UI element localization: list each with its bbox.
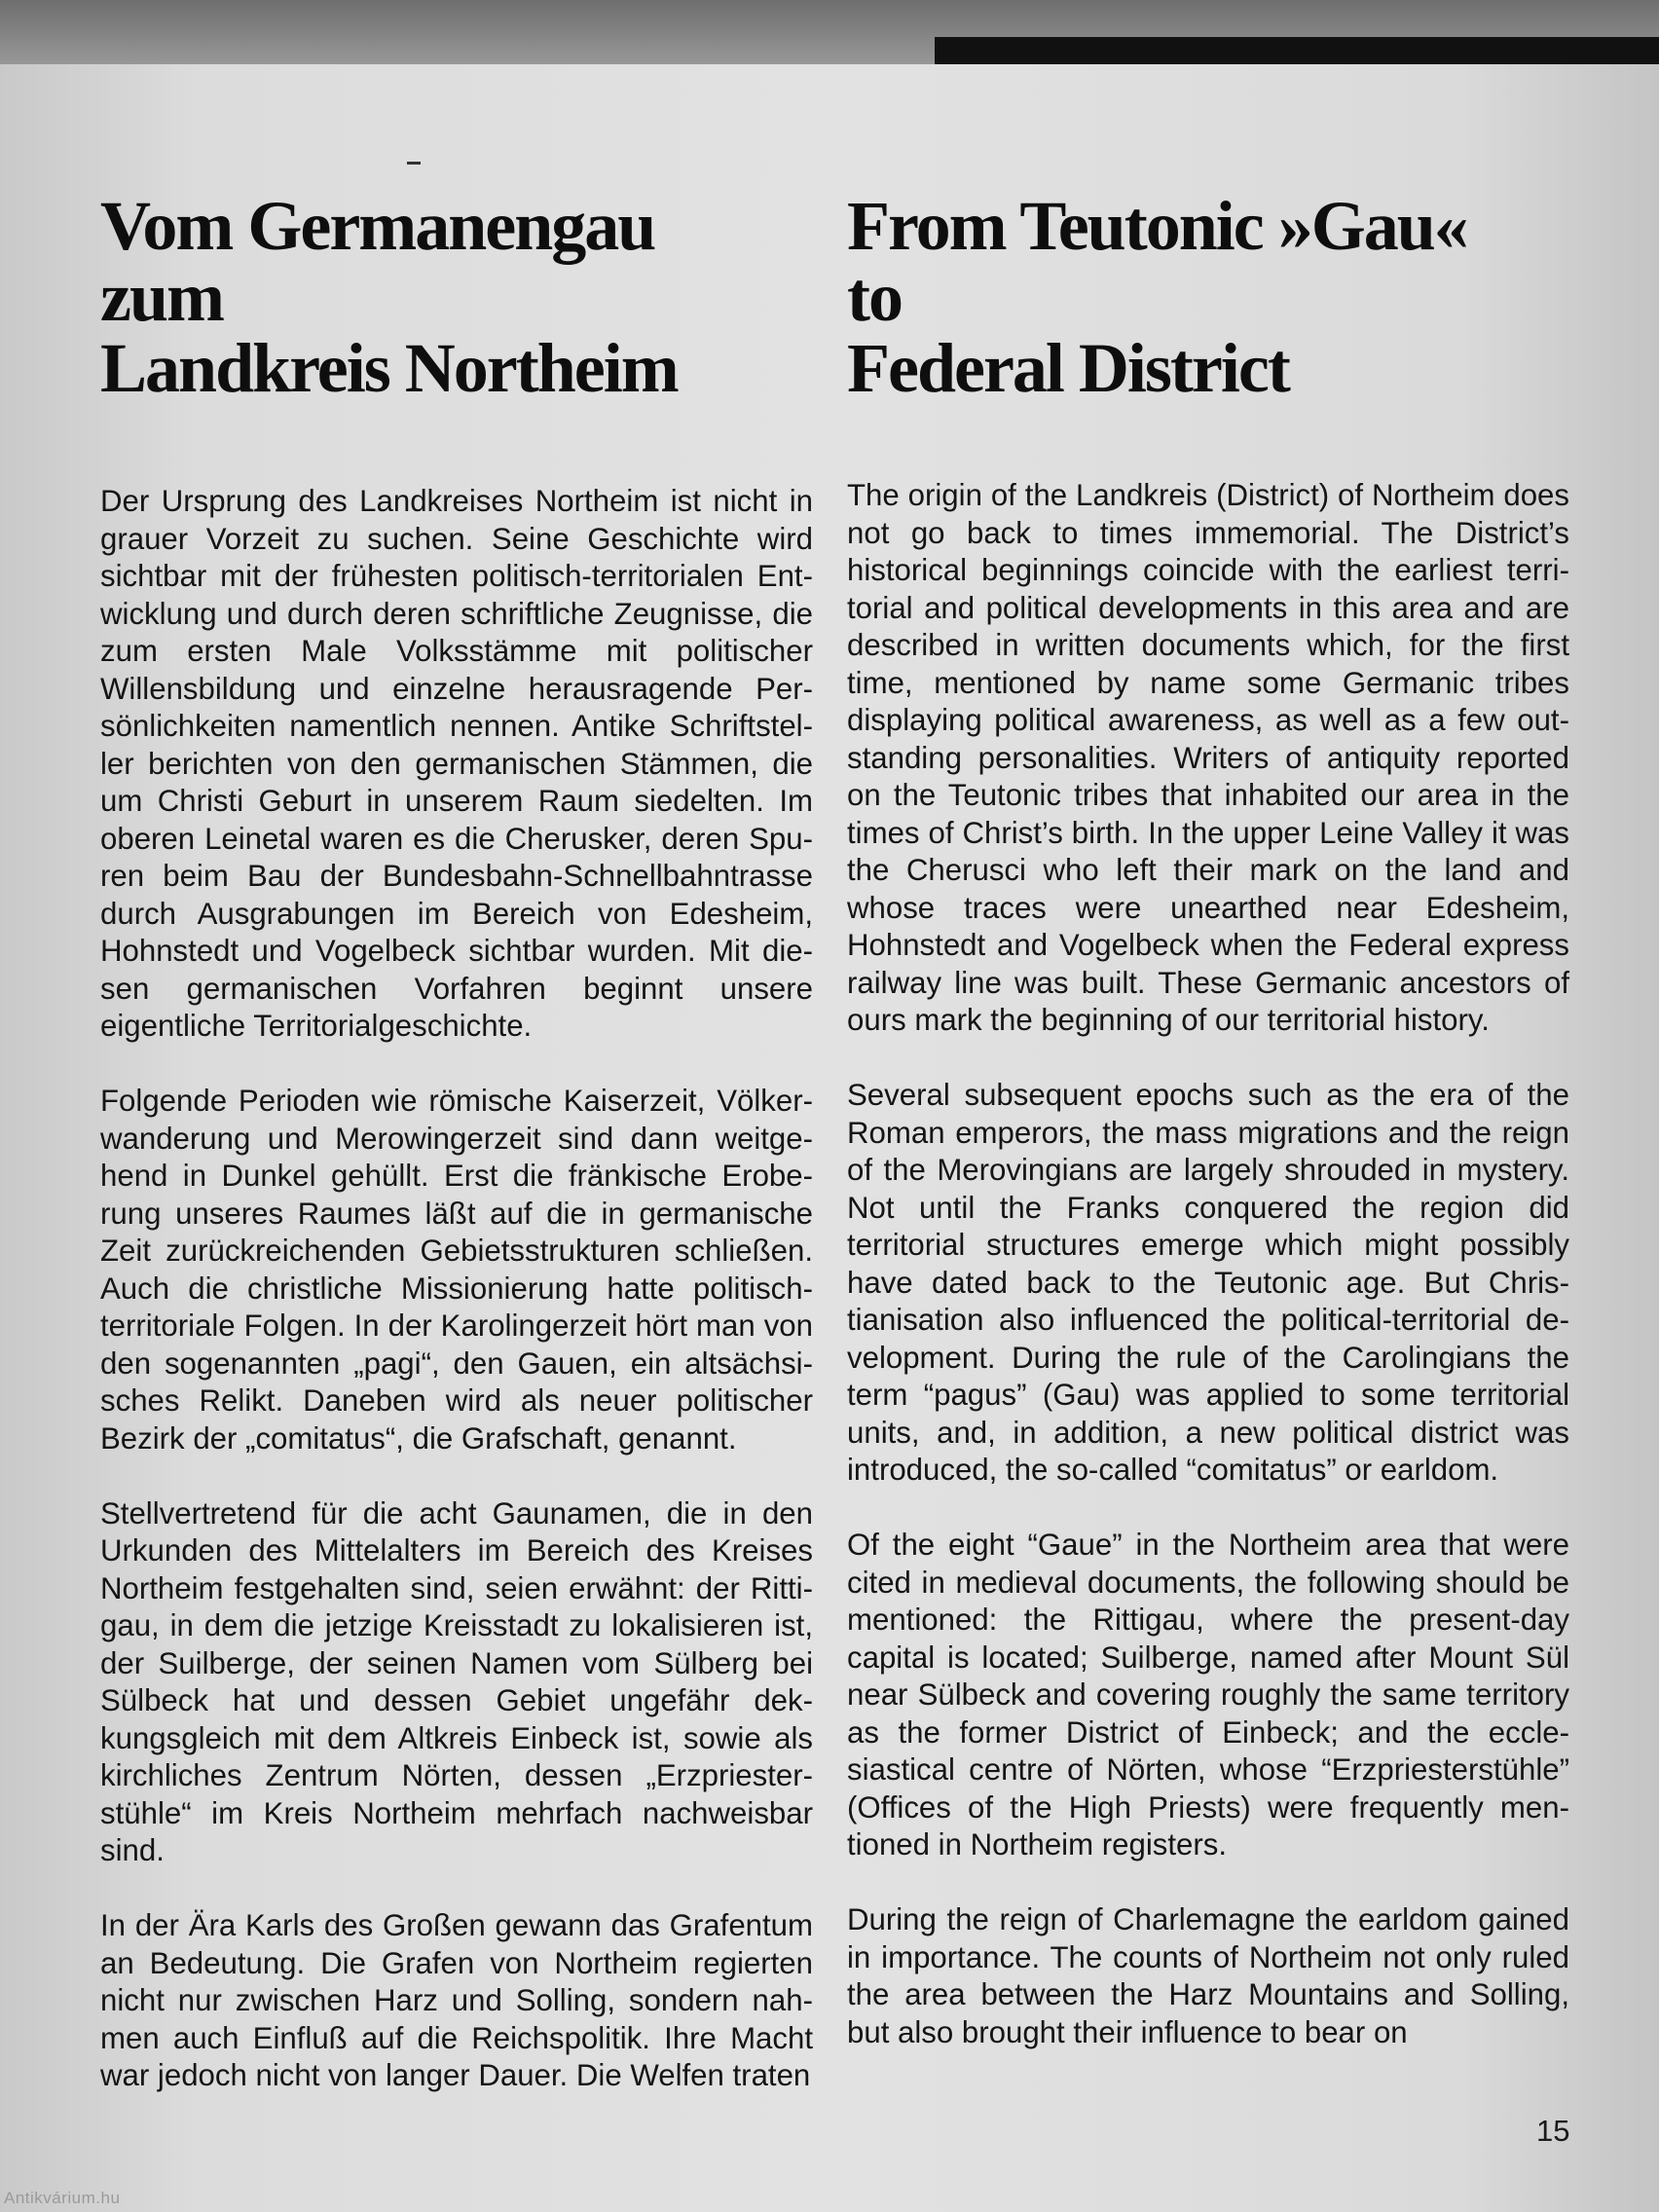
dark-edge <box>935 37 1659 66</box>
german-heading-line-1: Vom Germanengau <box>100 187 655 265</box>
watermark: Antikvárium.hu <box>4 2189 121 2207</box>
book-page <box>0 64 1659 2212</box>
english-paragraph-4: During the reign of Charlemagne the earldom gained in importance. The counts of Northeim not only ruled the area between the Harz Mountains and Solling, but also brought their influence to bear on <box>847 1902 1569 2049</box>
decorative-dash <box>407 162 421 165</box>
english-heading <box>847 187 1467 407</box>
page-number: 15 <box>1536 2114 1570 2148</box>
german-paragraph-4: In der Ära Karls des Großen gewann das Grafentum an Bedeutung. Die Grafen von Northeim regierten nicht nur zwischen Harz und Solling, sondern nahmen auch Einfluß auf die Reichspolitik. Ihre Macht war jedoch nicht von langer Dauer. Die Welfen traten <box>100 1908 813 2092</box>
english-paragraph-1: The origin of the Landkreis (District) of Northeim does not go back to times immemorial. The District’s historical beginnings coincide with the earliest territorial and political developments in this area and are described in written documents which, for the first time, mentioned by name some Germanic tribes displaying political awareness, as well as a few outstanding personalities. Writers of antiquity reported on the Teutonic tribes that inhabited our area in the times of Christ’s birth. In the upper Leine Valley it was the Cherusci who left their mark on the land and whose traces were unearthed near Edesheim, Hohnstedt and Vogelbeck when the Federal express railway line was built. These Germanic ancestors of ours mark the beginning of our territorial history. <box>847 478 1569 1037</box>
german-paragraph-2: Folgende Perioden wie römische Kaiserzeit, Völkerwanderung und Merowingerzeit sind dann weitgehend in Dunkel gehüllt. Erst die fränkische Eroberung unseres Raumes läßt auf die in germanische Zeit zurückreichenden Gebietsstrukturen schließen. Auch die christliche Missionierung hatte politischterritoriale Folgen. In der Karolingerzeit hört man von den sogenannten „pagi“, den Gauen, ein altsächsisches Relikt. Daneben wird als neuer politischer Bezirk der „comitatus“, die Grafschaft, genannt. <box>100 1084 813 1456</box>
german-heading-line-3: Landkreis Northeim <box>100 329 678 407</box>
german-body <box>100 483 813 2132</box>
english-heading-line-2: to <box>847 258 902 336</box>
german-paragraph-3: Stellvertretend für die acht Gaunamen, die in den Urkunden des Mittelalters im Bereich des Kreises Northeim festgehalten sind, seien erwähnt: der Rittigau, in dem die jetzige Kreisstadt zu lokalisieren ist, der Suilberge, der seinen Namen vom Sülberg bei Sülbeck hat und dessen Gebiet ungefähr dekkungsgleich mit dem Altkreis Einbeck ist, sowie als kirchliches Zentrum Nörten, dessen „Erzpriesterstühle“ im Kreis Northeim mehrfach nachweisbar sind. <box>100 1495 813 1867</box>
english-heading-line-3: Federal District <box>847 329 1289 407</box>
english-body <box>847 477 1569 2089</box>
german-heading <box>100 187 678 407</box>
english-paragraph-3: Of the eight “Gaue” in the Northeim area that were cited in medieval documents, the following should be mentioned: the Rittigau, where the present-day capital is located; Suilberge, named after Mount Sül near Sülbeck and covering roughly the same territory as the former District of Einbeck; and the ecclesiastical centre of Nörten, whose “Erzpriesterstühle” (Offices of the High Priests) were frequently mentioned in Northeim registers. <box>847 1528 1569 1862</box>
german-heading-line-2: zum <box>100 258 223 336</box>
english-heading-line-1: From Teutonic »Gau« <box>847 187 1467 265</box>
german-paragraph-1: Der Ursprung des Landkreises Northeim ist nicht in grauer Vorzeit zu suchen. Seine Geschichte wird sichtbar mit der frühesten politisch-territorialen Entwicklung und durch deren schriftliche Zeugnisse, die zum ersten Male Volksstämme mit politischer Willensbildung und einzelne herausragende Persönlichkeiten namentlich nennen. Antike Schriftsteller berichten von den germanischen Stämmen, die um Christi Geburt in unserem Raum siedelten. Im oberen Leinetal waren es die Cherusker, deren Spuren beim Bau der Bundesbahn-Schnellbahntrasse durch Ausgrabungen im Bereich von Edesheim, Hohnstedt und Vogelbeck sichtbar wurden. Mit diesen germanischen Vorfahren beginnt unsere eigentliche Territorialgeschichte. <box>100 484 813 1043</box>
english-paragraph-2: Several subsequent epochs such as the era of the Roman emperors, the mass migrations and the reign of the Merovingians are largely shrouded in mystery. Not until the Franks conquered the region did territorial structures emerge which might possibly have dated back to the Teutonic age. But Christianisation also influenced the political-territorial development. During the rule of the Carolingians the term “pagus” (Gau) was applied to some territorial units, and, in addition, a new political district was introduced, the so-called “comitatus” or earldom. <box>847 1078 1569 1487</box>
